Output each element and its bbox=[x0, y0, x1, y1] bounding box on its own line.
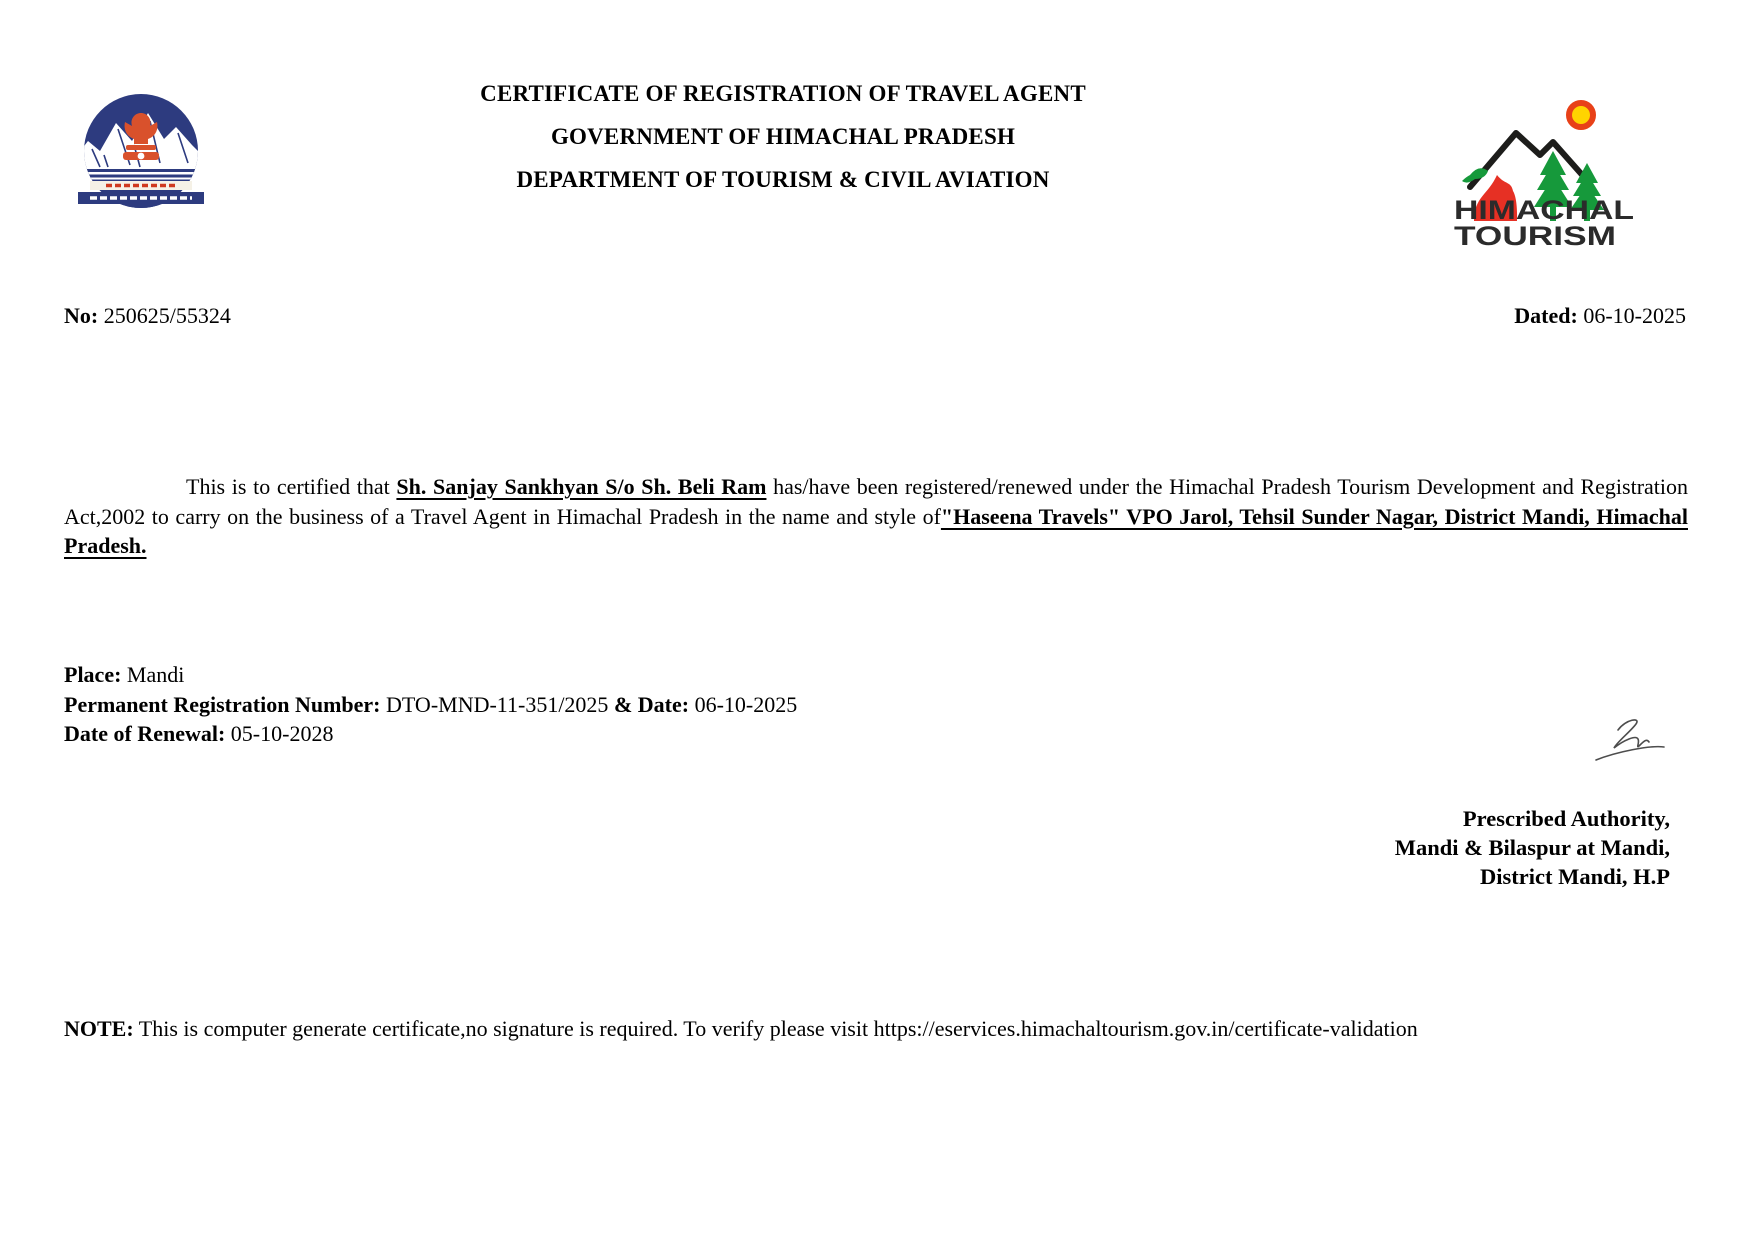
place-value: Mandi bbox=[126, 662, 185, 687]
dated-line bbox=[1514, 303, 1686, 329]
no-label: No: bbox=[64, 303, 99, 328]
tourism-logo-word2: TOURISM bbox=[1454, 221, 1616, 247]
motto-band bbox=[90, 181, 192, 190]
sun-icon bbox=[1569, 103, 1593, 127]
tourism-logo-word1: HIMACHAL bbox=[1454, 195, 1634, 225]
registration-statement bbox=[64, 472, 1688, 561]
dated-value: 06-10-2025 bbox=[1583, 303, 1686, 328]
prescribed-authority-block bbox=[1395, 804, 1670, 891]
department-title: DEPARTMENT OF TOURISM & CIVIL AVIATION bbox=[516, 167, 1050, 192]
statement-intro: This is to certified that bbox=[186, 474, 390, 499]
registration-number-value: DTO-MND-11-351/2025 bbox=[386, 691, 609, 717]
page-title: CERTIFICATE OF REGISTRATION OF TRAVEL AGENT bbox=[480, 81, 1086, 106]
mountain-outline-icon bbox=[1470, 133, 1584, 187]
renewal-line bbox=[64, 719, 797, 749]
registrant-name: Sh. Sanjay Sankhyan S/o Sh. Beli Ram bbox=[396, 474, 767, 499]
registration-number-line bbox=[64, 690, 797, 720]
business-name-address: "Haseena Travels" VPO Jarol, Tehsil Sunder Nagar, District Mandi, Himachal Pradesh. bbox=[64, 503, 1688, 558]
place-label: Place: bbox=[64, 662, 122, 687]
place-line bbox=[64, 660, 797, 690]
certificate-headings bbox=[210, 72, 1356, 201]
statement-middle: has/have been registered/renewed under the Himachal Pradesh Tourism Development and Registration Act,2002 to carry on the business of a Travel Agent in Himachal Pradesh in the name and style of bbox=[64, 474, 1689, 529]
renewal-label: Date of Renewal: bbox=[64, 721, 226, 746]
renewal-value: 05-10-2028 bbox=[230, 721, 334, 746]
himachal-pradesh-government-emblem-icon bbox=[64, 93, 218, 213]
registration-details bbox=[64, 660, 797, 749]
authority-signature-icon bbox=[1588, 712, 1688, 774]
no-value: 250625/55324 bbox=[103, 303, 231, 328]
registration-date-label: & Date: bbox=[613, 691, 690, 717]
authority-line3: District Mandi, H.P bbox=[1480, 864, 1670, 889]
note-label: NOTE: bbox=[64, 1016, 134, 1041]
note-text: This is computer generate certificate,no signature is required. To verify please visit https://eservices.himachaltourism.gov.in/certificate-validation bbox=[138, 1016, 1418, 1041]
authority-line2: Mandi & Bilaspur at Mandi, bbox=[1394, 835, 1670, 860]
registration-date-value: 06-10-2025 bbox=[694, 691, 798, 717]
registration-number-label: Permanent Registration Number: bbox=[64, 691, 381, 717]
footer-note bbox=[64, 1016, 1418, 1042]
himachal-tourism-logo-icon bbox=[1452, 95, 1642, 247]
certificate-number-line bbox=[64, 303, 231, 329]
government-title: GOVERNMENT OF HIMACHAL PRADESH bbox=[550, 124, 1016, 149]
authority-line1: Prescribed Authority, bbox=[1462, 806, 1670, 831]
dated-label: Dated: bbox=[1514, 303, 1578, 328]
